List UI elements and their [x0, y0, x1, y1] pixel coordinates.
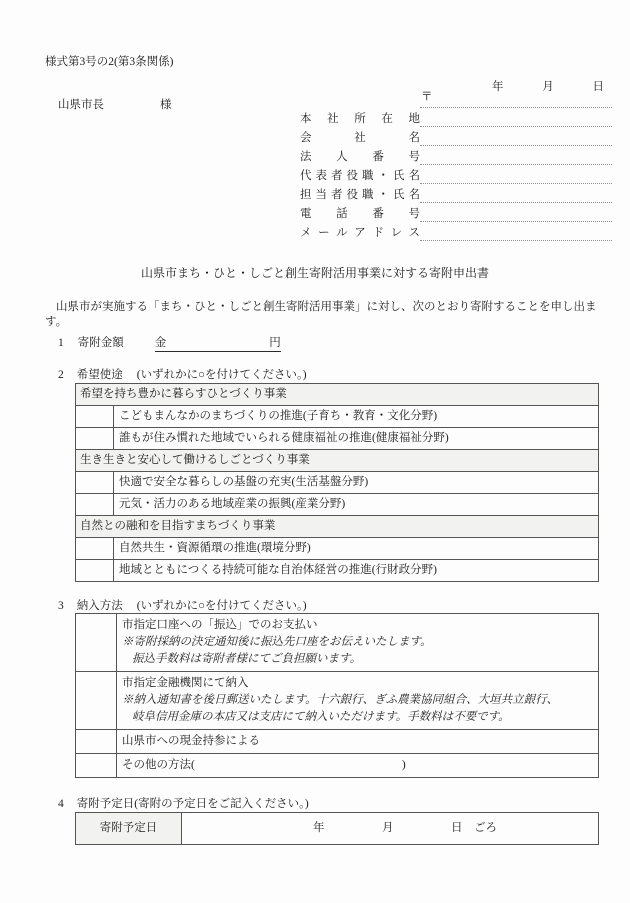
field-line-email-address: [420, 222, 612, 241]
payment-method-table: [75, 613, 599, 778]
field-line-corporate-number: [420, 146, 612, 165]
date-day-label: 日: [592, 81, 604, 93]
field-label-company-name: 会社名: [300, 132, 420, 144]
planned-date-row: [76, 813, 598, 844]
payment-option: [117, 672, 598, 729]
amount-suffix: 円: [269, 337, 281, 349]
section-2-heading: [58, 366, 307, 382]
section-2-note: (いずれかに○を付けてください。): [136, 369, 307, 381]
field-label-corporate-number: 法人番号: [300, 151, 420, 163]
section-4-heading: [58, 795, 309, 811]
circle-mark-cell: [76, 406, 114, 427]
field-row-representative: [300, 165, 612, 184]
circle-mark-cell: [76, 538, 114, 559]
usage-item-row: [76, 493, 598, 515]
section-4-note: (寄附の予定日をご記入ください。): [134, 798, 309, 810]
date-year-label: 年: [492, 81, 504, 93]
sender-fields: [300, 89, 612, 241]
payment-option-label: 市指定口座への「振込」でのお支払い: [122, 619, 318, 631]
field-line-postal: [420, 89, 612, 108]
usage-item: こどもまんなかのまちづくりの推進(子育ち・教育・文化分野): [119, 410, 438, 422]
usage-item-row: [76, 537, 598, 559]
usage-item-row: [76, 405, 598, 427]
circle-mark-cell: [76, 472, 114, 493]
payment-option-note: ※寄附採納の決定通知後に振込先口座をお伝えいたします。: [122, 636, 432, 648]
circle-mark-cell: [76, 754, 117, 777]
amount-prefix: 金: [154, 337, 167, 349]
field-line-company-name: [420, 127, 612, 146]
payment-row-financial-institution: [76, 671, 598, 729]
field-line-representative: [420, 165, 612, 184]
field-label-head-office-address: 本社所在地: [300, 113, 420, 125]
payment-option-label: 山県市への現金持参による: [122, 735, 260, 747]
usage-item: 元気・活力のある地域産業の振興(産業分野): [119, 498, 346, 510]
field-line-phone-number: [420, 203, 612, 222]
field-line-head-office-address: [420, 108, 612, 127]
usage-category-row: [76, 449, 598, 471]
payment-row-cash: [76, 729, 598, 753]
addressee-honorific: 様: [160, 99, 172, 111]
planned-date-value: 年 月 日 ごろ: [313, 822, 497, 834]
usage-category-row: [76, 515, 598, 537]
payment-option-label: 市指定金融機関にて納入: [122, 677, 249, 689]
section-3-note: (いずれかに○を付けてください。): [136, 600, 307, 612]
payment-option-note: 振込手数料は寄附者様にてご負担願います。: [132, 653, 362, 665]
field-row-company-name: [300, 127, 612, 146]
usage-item: 誰もが住み慣れた地域でいられる健康福祉の推進(健康福祉分野): [119, 432, 449, 444]
field-row-contact-person: [300, 184, 612, 203]
field-row-phone-number: [300, 203, 612, 222]
document-title: 山県市まち・ひと・しごと創生寄附活用事業に対する寄附申出書: [140, 266, 489, 280]
usage-item-row: [76, 471, 598, 493]
circle-mark-cell: [76, 672, 117, 729]
payment-option-note: 岐阜信用金庫の本店又は支店にて納入いただけます。手数料は不要です。: [132, 711, 510, 723]
circle-mark-cell: [76, 730, 117, 753]
planned-date-label: 寄附予定日: [76, 813, 182, 844]
field-label-email-address: メールアドレス: [300, 227, 420, 239]
usage-category: 希望を持ち豊かに暮らすひとづくり事業: [76, 384, 598, 405]
addressee-name: 山県市長: [58, 99, 104, 111]
usage-item: 自然共生・資源循環の推進(環境分野): [119, 542, 311, 554]
usage-item-row: [76, 559, 598, 581]
postal-mark: 〒: [421, 91, 433, 103]
field-label-representative: 代表者役職・氏名: [300, 170, 420, 182]
form-number: 様式第3号の2(第3条関係): [45, 56, 174, 68]
date-month-label: 月: [542, 81, 554, 93]
payment-row-other: [76, 753, 598, 777]
section-4-number: 4: [58, 798, 64, 810]
field-label-contact-person: 担当者役職・氏名: [300, 189, 420, 201]
circle-mark-cell: [76, 614, 117, 671]
circle-mark-cell: [76, 428, 114, 449]
field-row-email-address: [300, 222, 612, 241]
section-2-number: 2: [58, 369, 64, 381]
payment-row-bank-transfer: [76, 614, 598, 671]
usage-category: 自然との融和を目指すまちづくり事業: [76, 516, 598, 537]
field-label-phone-number: 電話番号: [300, 208, 420, 220]
section-1-number: 1: [58, 337, 64, 349]
section-3-label: 納入方法: [76, 600, 123, 612]
intro-paragraph: 山県市が実施する「まち・ひと・しごと創生寄附活用事業」に対し、次のとおり寄附することを申し出ます。: [45, 301, 597, 328]
payment-option-note: ※納入通知書を後日郵送いたします。十六銀行、ぎふ農業協同組合、大垣共立銀行、: [122, 694, 559, 706]
circle-mark-cell: [76, 560, 114, 581]
usage-item: 快適で安全な暮らしの基盤の充実(生活基盤分野): [119, 476, 369, 488]
section-3-number: 3: [58, 600, 64, 612]
field-row-corporate-number: [300, 146, 612, 165]
payment-option-label: その他の方法( ): [122, 759, 406, 771]
field-line-contact-person: [420, 184, 612, 203]
planned-date-table: [75, 812, 599, 845]
usage-category: 生き生きと安心して働けるしごとづくり事業: [76, 450, 598, 471]
usage-item-row: [76, 427, 598, 449]
circle-mark-cell: [76, 494, 114, 515]
usage-category-row: [76, 384, 598, 405]
usage-table: [75, 383, 599, 582]
usage-item: 地域とともにつくる持続可能な自治体経営の推進(行財政分野): [119, 564, 437, 576]
donation-amount-line: [155, 334, 281, 352]
section-1-label: 寄附金額: [77, 337, 124, 349]
section-2-label: 希望使途: [76, 369, 123, 381]
payment-option: [117, 614, 598, 671]
section-1-heading: [58, 334, 281, 352]
section-4-label: 寄附予定日: [76, 798, 135, 810]
field-row-head-office-address: [300, 108, 612, 127]
field-row-postal: [300, 89, 612, 108]
section-3-heading: [58, 597, 307, 613]
